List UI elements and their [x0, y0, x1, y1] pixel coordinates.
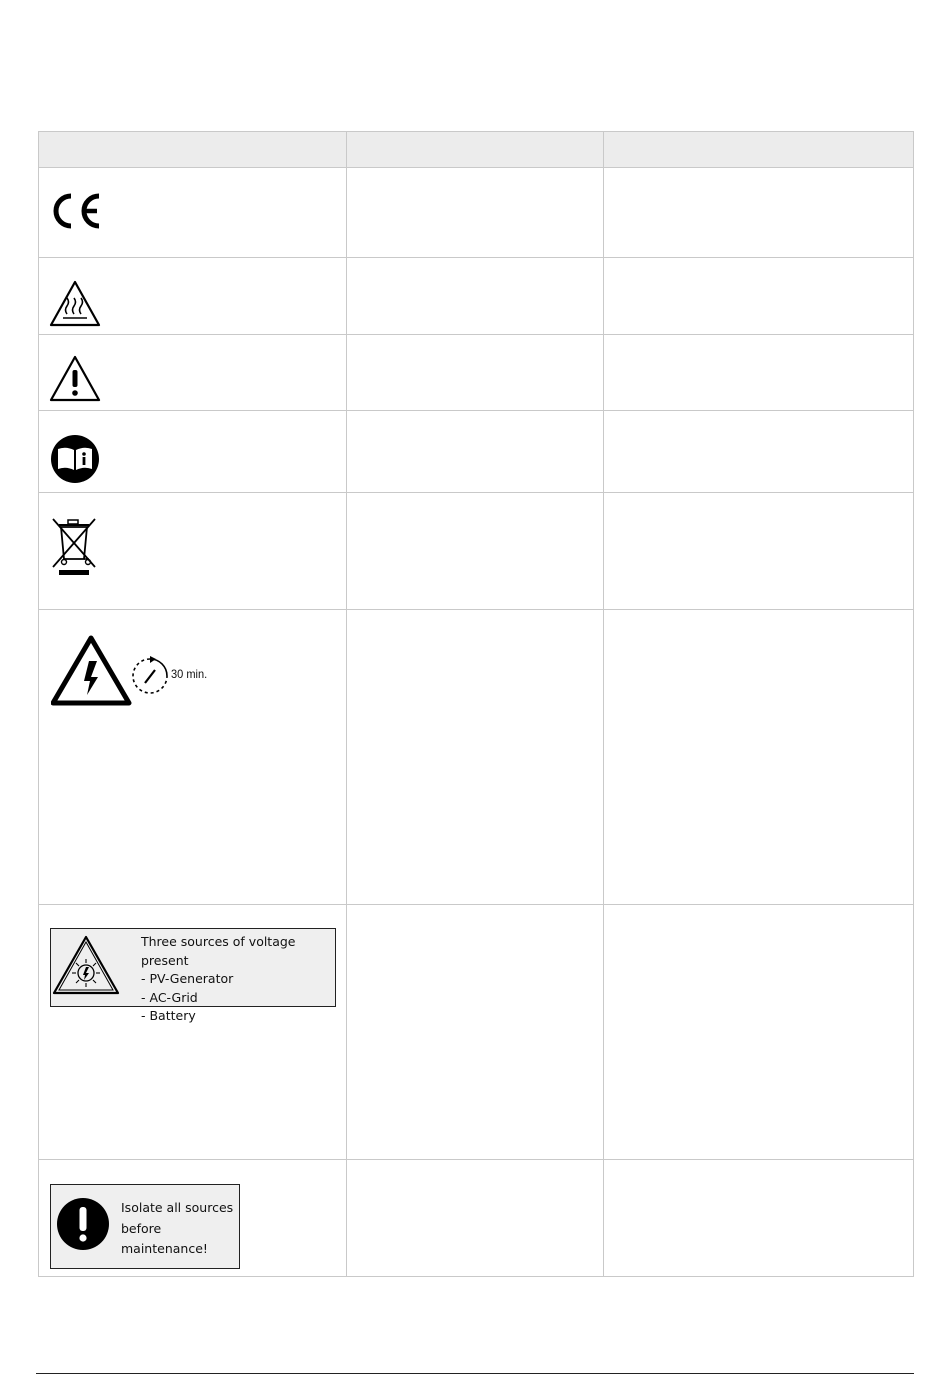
description-cell [604, 335, 914, 411]
footer-divider [36, 1373, 914, 1374]
table-row [39, 610, 914, 905]
ce-mark-icon [49, 191, 103, 231]
read-manual-icon [50, 434, 100, 484]
description-cell [604, 168, 914, 258]
general-warning-icon [49, 355, 101, 403]
symbol-cell [39, 905, 347, 1160]
symbol-cell [39, 335, 347, 411]
label-line: maintenance! [121, 1241, 208, 1256]
symbols-table [38, 131, 914, 1277]
description-cell [604, 610, 914, 905]
description-cell [604, 493, 914, 610]
hot-surface-warning-icon [49, 280, 101, 328]
table-header-row [39, 132, 914, 168]
electric-shock-warning-icon [51, 635, 133, 707]
description-cell [604, 1160, 914, 1277]
label-line: Three sources of voltage present [141, 934, 296, 968]
header-cell-meaning [347, 132, 604, 168]
voltage-sources-label [50, 928, 336, 1023]
label-line: before [121, 1220, 162, 1236]
meaning-cell [347, 258, 604, 335]
label-line: - Battery [141, 1008, 196, 1023]
table-row [39, 168, 914, 258]
timer-label: 30 min. [171, 667, 208, 681]
symbol-cell [39, 1160, 347, 1277]
table-row [39, 1160, 914, 1277]
pv-voltage-warning-icon [52, 933, 124, 999]
symbol-cell [39, 168, 347, 258]
table-row [39, 335, 914, 411]
isolate-sources-label [50, 1184, 240, 1269]
symbol-cell [39, 493, 347, 610]
meaning-cell [347, 610, 604, 905]
label-line: Isolate all sources [121, 1200, 234, 1215]
symbol-cell [39, 258, 347, 335]
description-cell [604, 411, 914, 493]
header-cell-description [604, 132, 914, 168]
symbol-cell [39, 610, 347, 905]
table-row [39, 258, 914, 335]
symbol-cell [39, 411, 347, 493]
label-line: - PV-Generator [141, 971, 234, 986]
label-line: - AC-Grid [141, 989, 198, 1005]
meaning-cell [347, 493, 604, 610]
mandatory-action-icon [56, 1197, 110, 1251]
description-cell [604, 258, 914, 335]
meaning-cell [347, 168, 604, 258]
countdown-timer-icon [130, 656, 170, 696]
weee-crossed-bin-icon [51, 517, 99, 577]
meaning-cell [347, 411, 604, 493]
header-cell-symbol [39, 132, 347, 168]
meaning-cell [347, 905, 604, 1160]
meaning-cell [347, 335, 604, 411]
table-row [39, 411, 914, 493]
table-row [39, 493, 914, 610]
description-cell [604, 905, 914, 1160]
meaning-cell [347, 1160, 604, 1277]
table-row [39, 905, 914, 1160]
